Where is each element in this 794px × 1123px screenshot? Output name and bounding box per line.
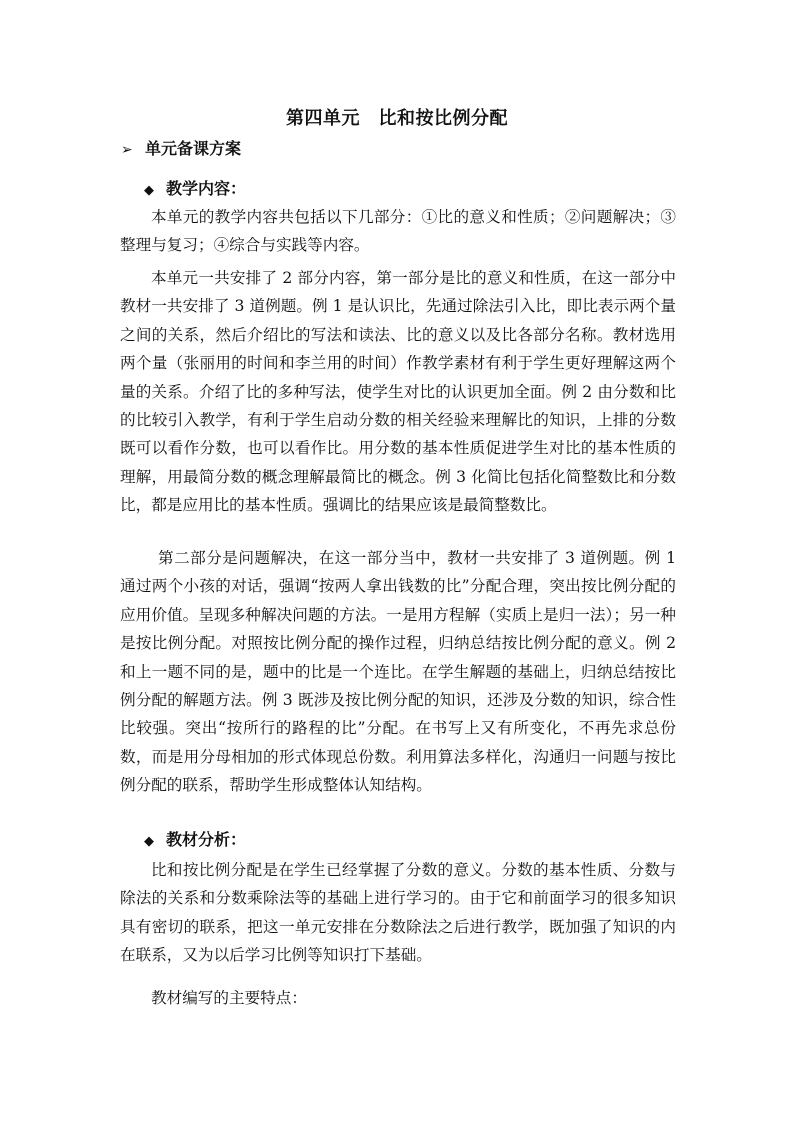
document-title: 第四单元 比和按比例分配 <box>286 108 508 129</box>
section-heading-text: 单元备课方案 <box>145 139 242 158</box>
material-analysis-paragraph-2: 教材编写的主要特点： <box>151 989 307 1007</box>
diamond-bullet-icon: ◆ <box>144 834 154 849</box>
arrow-bullet-icon: ➢ <box>121 142 133 158</box>
section-heading <box>121 136 241 159</box>
teaching-content-paragraph-1: 本单元的教学内容共包括以下几部分：①比的意义和性质；②问题解决；③整理与复习；④综合与实践等内容。 <box>120 208 676 255</box>
teaching-content-paragraph-2: 本单元一共安排了 2 部分内容，第一部分是比的意义和性质，在这一部分中教材一共安排了 3 道例题。例 1 是认识比，先通过除法引入比，即比表示两个量之间的关系，然后介绍比的写法和读法、比的意义以及比各部分名称。教材选用两个量（张丽用的时间和李兰用的时间）作教学素材有利于学生更好理解这两个量的关系。介绍了比的多种写法，使学生对比的认识更加全面。例 2 由分数和比的比较引入教学，有利于学生启动分数的相关经验来理解比的知识，上排的分数既可以看作分数，也可以看作比。用分数的基本性质促进学生对比的基本性质的理解，用最简分数的概念理解最简比的概念。例 3 化简比包括化简整数比和分数比，都是应用比的基本性质。强调比的结果应该是最简整数比。 <box>120 269 676 515</box>
diamond-bullet-icon: ◆ <box>144 183 154 198</box>
teaching-content-heading <box>144 176 246 199</box>
material-analysis-heading-text: 教材分析： <box>166 830 247 849</box>
material-analysis-heading <box>144 827 246 850</box>
material-analysis-paragraph-1: 比和按比例分配是在学生已经掌握了分数的意义。分数的基本性质、分数与除法的关系和分数乘除法等的基础上进行学习的。由于它和前面学习的很多知识具有密切的联系，把这一单元安排在分数除法之后进行教学，既加强了知识的内在联系，又为以后学习比例等知识打下基础。 <box>120 861 676 965</box>
teaching-content-paragraph-3: 第二部分是问题解决，在这一部分当中，教材一共安排了 3 道例题。例 1 通过两个小孩的对话，强调“按两人拿出钱数的比”分配合理，突出按比例分配的应用价值。呈现多种解决问题的方法。一是用方程解（实质上是归一法）；另一种是按比例分配。对照按比例分配的操作过程，归纳总结按比例分配的意义。例 2 和上一题不同的是，题中的比是一个连比。在学生解题的基础上，归纳总结按比例分配的解题方法。例 3 既涉及按比例分配的知识，还涉及分数的知识，综合性比较强。突出“按所行的路程的比”分配。在书写上又有所变化，不再先求总份数，而是用分母相加的形式体现总份数。利用算法多样化，沟通归一问题与按比例分配的联系，帮助学生形成整体认知结构。 <box>120 549 676 795</box>
teaching-content-heading-text: 教学内容： <box>166 179 247 198</box>
